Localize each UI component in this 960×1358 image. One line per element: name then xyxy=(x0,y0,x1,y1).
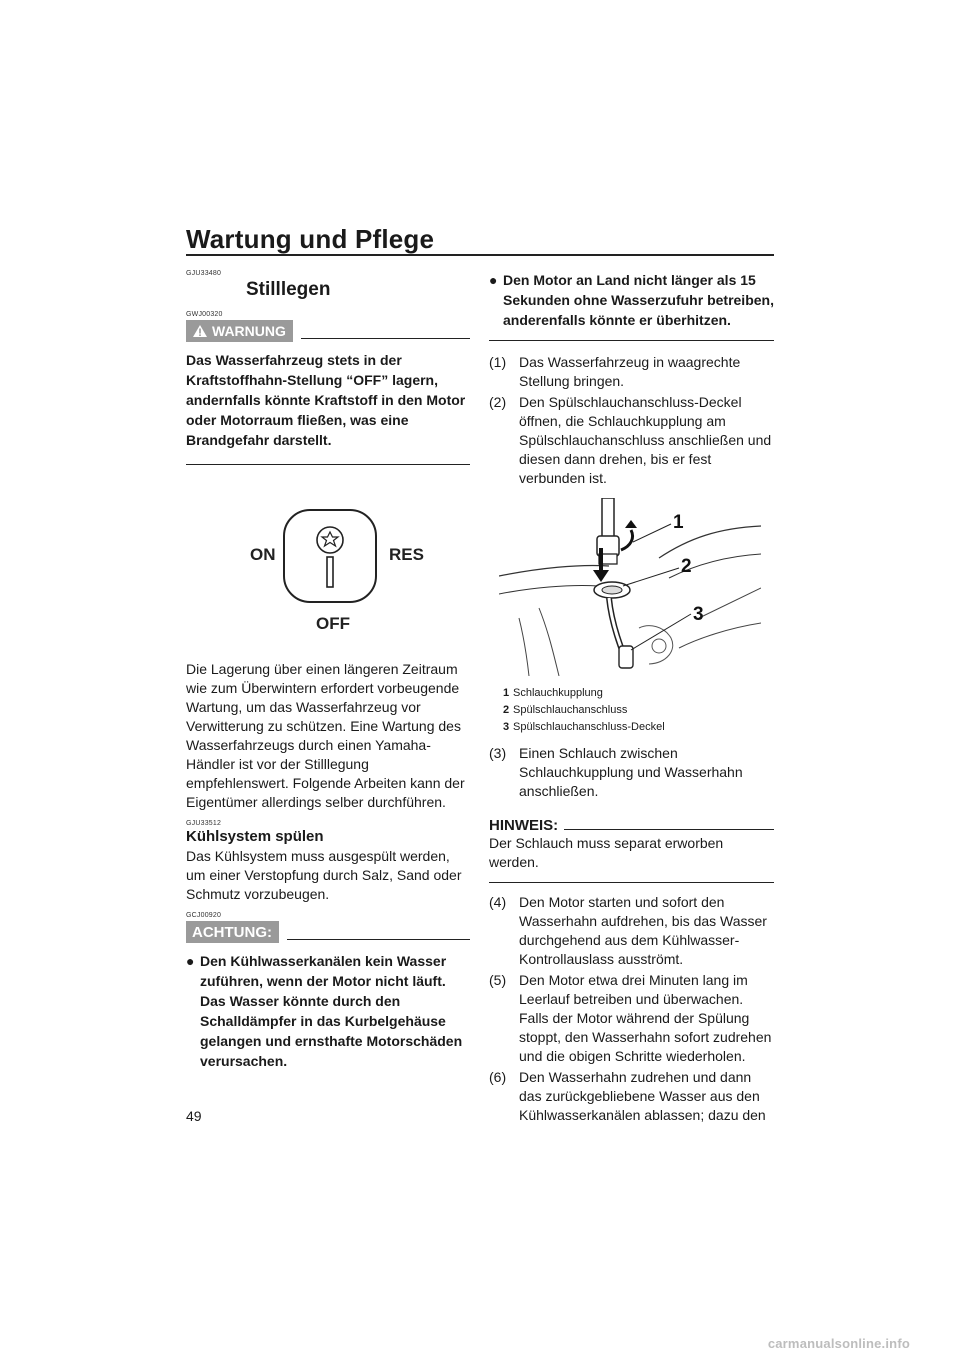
achtung-end-rule xyxy=(489,340,774,341)
code-kuehl: GJU33512 xyxy=(186,820,222,827)
page-title: Wartung und Pflege xyxy=(186,224,435,254)
warning-triangle-icon xyxy=(192,324,208,338)
hinweis-label: HINWEIS: xyxy=(489,817,559,834)
caption-item: 1 Schlauchkupplung xyxy=(503,687,603,699)
callout-3: 3 xyxy=(693,604,704,625)
achtung-bullet xyxy=(186,951,470,1071)
callout-1: 1 xyxy=(673,512,684,533)
caption-item: 3 Spülschlauchanschluss-Deckel xyxy=(503,721,665,733)
step-item: (5) Den Motor etwa drei Minuten lang im Leerlauf betreiben und überwachen. Falls der Motor während der Spülung stoppt, den Wasserhahn sofort zudrehen und die obigen Schritte wiederholen. xyxy=(489,972,772,1064)
achtung-badge: ACHTUNG: xyxy=(186,921,279,943)
code-achtung: GCJ00920 xyxy=(186,912,222,919)
section-title-kuehl: Kühlsystem spülen xyxy=(186,828,324,845)
hinweis-text: Der Schlauch muss separat erworben werden. xyxy=(489,835,724,870)
code-stilllegen: GJU33480 xyxy=(186,270,222,277)
figure-captions xyxy=(503,685,774,736)
warnung-label: WARNUNG xyxy=(212,323,286,339)
bullet-dot-icon: ● xyxy=(186,953,195,969)
steps-list-c xyxy=(489,893,774,1125)
switch-label-res: RES xyxy=(389,545,424,564)
hinweis-end-rule xyxy=(489,882,774,883)
hinweis-rule xyxy=(564,829,774,830)
steps-list-b xyxy=(489,744,774,801)
fuel-cock-switch-figure xyxy=(246,505,470,640)
step-item: (2) Den Spülschlauchanschluss-Deckel öffnen, die Schlauchkupplung am Spülschlauchanschluss anschließen und diesen dann drehen, bis er fest verbunden ist. xyxy=(489,394,772,486)
achtung-bullet-text: Den Motor an Land nicht länger als 15 Sekunden ohne Wasserzufuhr betreiben, anderenfalls könnte er überhitzen. xyxy=(503,272,774,328)
right-column xyxy=(489,270,774,1127)
code-warnung: GWJ00320 xyxy=(186,311,223,318)
kuehl-paragraph: Das Kühlsystem muss ausgespült werden, um einer Verstopfung durch Salz, Sand oder Schmutz vorzubeugen. xyxy=(186,848,462,902)
step-item: (4) Den Motor starten und sofort den Wasserhahn aufdrehen, bis das Wasser durchgehend aus dem Kühlwasser-Kontrollauslass ausströmt. xyxy=(489,894,767,967)
warnung-badge xyxy=(186,320,293,342)
hinweis-header xyxy=(489,817,774,834)
section-title-stilllegen: Stilllegen xyxy=(246,279,331,300)
warnung-header xyxy=(186,320,470,342)
achtung-bullet-text: Den Kühlwasserkanälen kein Wasser zuführen, wenn der Motor nicht läuft. Das Wasser könnte durch den Schalldämpfer in das Kurbelgehäuse gelangen und ernsthafte Motorschäden verursachen. xyxy=(200,953,463,1069)
flushing-connector-illustration xyxy=(499,498,761,676)
header-rule xyxy=(186,254,774,256)
step-item: (1) Das Wasserfahrzeug in waagrechte Stellung bringen. xyxy=(489,354,741,389)
warnung-rule xyxy=(301,338,470,339)
flushing-connector-figure xyxy=(499,498,774,681)
step-item: (3) Einen Schlauch zwischen Schlauchkupplung und Wasserhahn anschließen. xyxy=(489,745,743,799)
step-item: (6) Den Wasserhahn zudrehen und dann das zurückgebliebene Wasser aus den Kühlwasserkanälen ablassen; dazu den xyxy=(489,1069,766,1123)
switch-label-off: OFF xyxy=(316,614,350,633)
switch-label-on: ON xyxy=(250,545,276,564)
intro-paragraph: Die Lagerung über einen längeren Zeitraum wie zum Überwintern erfordert vorbeugende Wartung, um das Wasserfahrzeug vor Verwitterung zu schützen. Eine Wartung des Wasserfahrzeugs durch einen Yamaha-Händler ist vor der Stilllegung empfehlenswert. Folgende Arbeiten kann der Eigentümer allerdings selber durchführen. xyxy=(186,661,465,810)
achtung-header xyxy=(186,921,470,943)
bullet-dot-icon: ● xyxy=(489,272,498,288)
left-column xyxy=(186,270,470,1071)
steps-list-a xyxy=(489,353,774,488)
caption-item: 2 Spülschlauchanschluss xyxy=(503,704,628,716)
callout-2: 2 xyxy=(681,556,692,577)
fuel-cock-switch-illustration xyxy=(246,505,426,635)
achtung-rule xyxy=(287,939,470,940)
page-number: 49 xyxy=(186,1108,202,1124)
watermark: carmanualsonline.info xyxy=(767,1336,910,1351)
warnung-end-rule xyxy=(186,464,470,465)
achtung-bullet xyxy=(489,270,774,330)
warnung-text: Das Wasserfahrzeug stets in der Kraftstoffhahn-Stellung “OFF” lagern, andernfalls könnte Kraftstoff in den Motor oder Motorraum fließen, was eine Brandgefahr darstellt. xyxy=(186,352,466,448)
